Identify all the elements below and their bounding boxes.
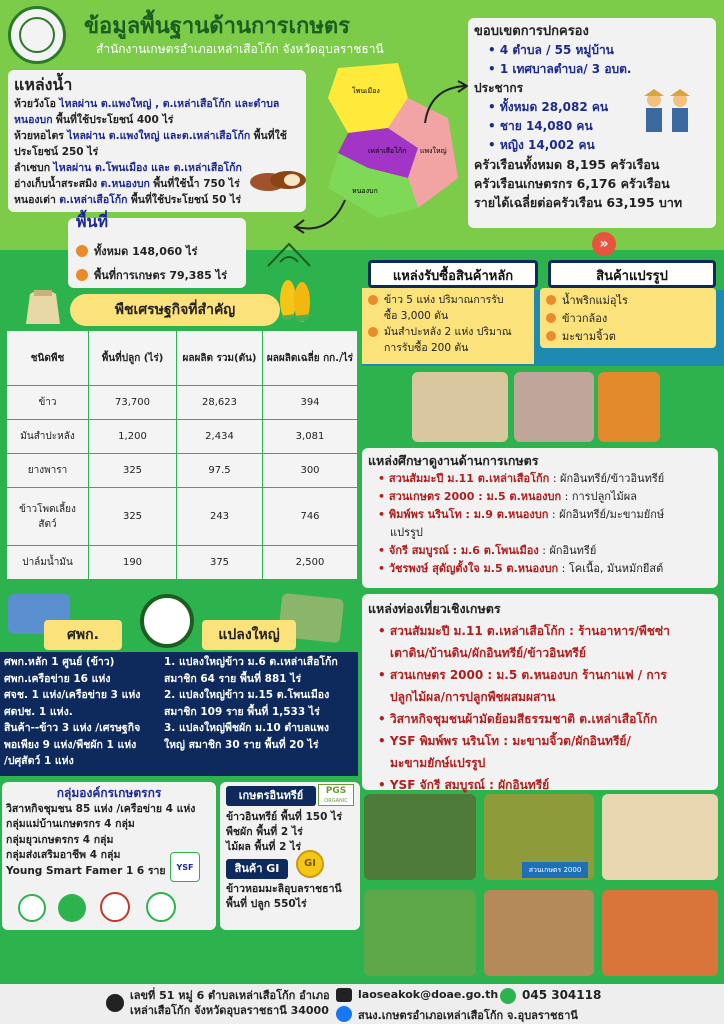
farm-households: ครัวเรือนเกษตรกร 6,176 ครัวเรือน (474, 176, 670, 191)
table-header: ผลผลิตเฉลี่ย กก./ไร่ (263, 331, 358, 386)
table-header: ชนิดพืช (7, 331, 89, 386)
email-link[interactable]: laoseakok@doae.go.th (358, 988, 499, 1001)
area-card (68, 212, 246, 288)
crops-heading: พืชเศรษฐกิจที่สำคัญ (70, 294, 280, 326)
water-heading: แหล่งน้ำ (14, 75, 73, 94)
crops-table (6, 330, 358, 580)
area-heading: พื้นที่ (76, 212, 109, 231)
housewife-logo-icon (100, 892, 130, 922)
plaeng-heading: แปลงใหญ่ (202, 620, 296, 650)
table-header: พื้นที่ปลูก (ไร่) (89, 331, 177, 386)
water-card: แหล่งน้ำ ห้วยวังโอ ไหลผ่าน ต.แพงใหญ่ , ต.เหล่าเสือโก้ก และตำบล หนองบก พื้นที่ใช้ประโยชน์ 400 ไร่ ห้วยหอไตร ไหลผ่าน ต.แพงใหญ่ และต.เหล่าเสือโก้ก พื้นที่ใช้ ประโยชน์ 250 ไร่ ลำเซบก ไหลผ่าน ต.โพนเมือง และ ต.เหล่าเสือโก้ก อ่างเก็บน้ำสระสมิง ต.หนองบก พื้นที่ใช้น้ำ 750 ไร่ หนองเต่า ต.เหล่าเสือโก้ก พื้นที่ใช้ประโยชน์ 50 ไร่ (8, 70, 306, 212)
facebook-link[interactable]: สนง.เกษตรอำเภอเหล่าเสือโก้ก จ.อุบลราชธานี (358, 1009, 578, 1022)
bullet-icon (76, 269, 88, 281)
admin-card: ขอบเขตการปกครอง • 4 ตำบล / 55 หมู่บ้าน • 1 เทศบาลตำบล/ 3 อบต. ประชากร • ทั้งหมด 28,082 คน • ชาย 14,080 คน • หญิง 14,002 คน ครัวเรือนทั้งหมด 8,195 ครัวเรือน ครัวเรือนเกษตรกร 6,176 ครัวเรือน รายได้เฉลี่ยต่อครัวเรือน 63,195 บาท (468, 18, 716, 228)
study-heading: แหล่งศึกษาดูงานด้านการเกษตร (368, 453, 539, 468)
page-title: ข้อมูลพื้นฐานด้านการเกษตร (84, 14, 350, 39)
gi-logo: GI (296, 850, 324, 878)
farm-sign: สวนเกษตร 2000 (522, 862, 588, 878)
crops-table-wrap (6, 330, 358, 580)
product-photo (514, 372, 594, 442)
map-label: เหล่าเสือโก้ก (368, 147, 407, 155)
corn-icon (268, 276, 322, 330)
table-row: ข้าว 73,700 28,623 394 (7, 386, 358, 420)
phone-icon (500, 988, 516, 1004)
organic-heading: เกษตรอินทรีย์ (226, 786, 316, 806)
home-plant-icon (262, 238, 316, 268)
groups-heading: กลุ่มองค์กรเกษตรกร (56, 786, 162, 800)
admin-heading: ขอบเขตการปกครอง (474, 24, 589, 39)
bullet-icon (546, 295, 556, 305)
table-header: ผลผลิต รวม(ตัน) (177, 331, 263, 386)
study-card: แหล่งศึกษาดูงานด้านการเกษตร • สวนสัมมะปี ม.11 ต.เหล่าเสือโก้ก : ผักอินทรีย์/ข้าวอินทรีย์ • สวนเกษตร 2000 : ม.5 ต.หนองบก : การปลูกไม้ผล • พิมพ์พร นรินโท : ม.9 ต.หนองบก : ผักอินทรีย์/มะขามยักษ์ แปรรูป • จักรี สมบูรณ์ : ม.6 ต.โพนเมือง : ผักอินทรีย์ • วัชรพงษ์ สุดัญตั้งใจ ม.5 ต.หนองบก : โคเนื้อ, มันหมักยีสต์ (362, 448, 718, 588)
map-label: หนองบก (352, 187, 378, 195)
bullet-icon (546, 313, 556, 323)
pgs-logo: PGS ORGANIC (318, 784, 354, 806)
area-farm: พื้นที่การเกษตร 79,385 ไร่ (94, 269, 228, 282)
organic-card: เกษตรอินทรีย์ ข้าวอินทรีย์ พื้นที่ 150 ไร่ พืชผัก พื้นที่ 2 ไร่ ไม้ผล พื้นที่ 2 ไร่ สินค้า GI ข้าวหอมมะลิอุบลราชธานี พื้นที่ ปลูก 550ไร่ (220, 782, 360, 930)
table-row: ปาล์มน้ำมัน 190 375 2,500 (7, 545, 358, 579)
tourism-card: แหล่งท่องเที่ยวเชิงเกษตร • สวนสัมมะปี ม.11 ต.เหล่าเสือโก้ก : ร้านอาหาร/พืชซ่า เตาดิน/บ้านดิน/ผักอินทรีย์/ข้าวอินทรีย์ • สวนเกษตร 2000 : ม.5 ต.หนองบก ร้านกาแฟ / การ ปลูกไม้ผล/การปลูกพืชผสมผสาน • วิสาหกิจชุมชนผ้ามัดย้อมสีธรรมชาติ ต.เหล่าเสือโก้ก • YSF พิมพ์พร นรินโท : มะขามจิ้วต/ผักอินทรีย์/ มะขามยักษ์แปรรูป • YSF จักรี สมบูรณ์ : ผักอินทรีย์ (362, 594, 718, 790)
spk-heading: ศพก. (44, 620, 122, 650)
income: รายได้เฉลี่ยต่อครัวเรือน 63,195 บาท (474, 195, 683, 210)
tamarind-photo (602, 794, 718, 880)
home-icon (106, 994, 124, 1012)
map-label: แพงใหญ่ (420, 147, 447, 155)
email-icon (336, 988, 352, 1002)
spk-badge-icon (140, 594, 194, 648)
gi-heading: สินค้า GI (226, 859, 288, 879)
address: เลขที่ 51 หมู่ 6 ตำบลเหล่าเสือโก้ก อำเภอ เหล่าเสือโก้ก จังหวัดอุบลราชธานี 34000 (130, 989, 330, 1017)
product-photo (412, 372, 508, 442)
table-row: ยางพารา 325 97.5 300 (7, 454, 358, 488)
page-subtitle: สำนักงานเกษตรอำเภอเหล่าเสือโก้ก จังหวัดอุบลราชธานี (96, 42, 384, 56)
phone-number[interactable]: 045 304118 (522, 988, 602, 1002)
farmers-illustration (636, 86, 700, 142)
ysf-logo: YSF (170, 852, 200, 882)
clover-logo-icon (58, 894, 86, 922)
table-row: ข้าวโพดเลี้ยงสัตว์ 325 243 746 (7, 488, 358, 545)
farm-shop-photo (484, 890, 594, 976)
garden-photo (364, 794, 476, 880)
processed-heading: สินค้าแปรรูป (548, 260, 716, 288)
map-label: โพนเมือง (352, 87, 380, 95)
bullet-icon (76, 245, 88, 257)
area-total: ทั้งหมด 148,060 ไร่ (94, 245, 198, 258)
career-logo-icon (146, 892, 176, 922)
cassava-illustration (248, 160, 310, 200)
bullet-icon (368, 327, 378, 337)
vegetable-photo (364, 890, 476, 976)
buyers-card: ข้าว 5 แห่ง ปริมาณการรับ ซื้อ 3,000 ตัน มันสำปะหลัง 2 แห่ง ปริมาณ การรับซื้อ 200 ตัน (362, 288, 534, 364)
chevron-down-icon: » (592, 232, 616, 256)
bullet-icon (368, 295, 378, 305)
groups-card: กลุ่มองค์กรเกษตรกร วิสาหกิจชุมชน 85 แห่ง /เครือข่าย 4 แห่ง กลุ่มแม่บ้านเกษตรกร 4 กลุ่ม กลุ่มยุวเกษตรกร 4 กลุ่ม กลุ่มส่งเสริมอาชีพ 4 กลุ่ม Young Smart Famer 1 6 ราย (2, 782, 216, 930)
arrow-icon (290, 195, 350, 240)
buyers-heading: แหล่งรับซื้อสินค้าหลัก (368, 260, 538, 288)
product-photo (598, 372, 660, 442)
arrow-icon (420, 78, 470, 128)
population-heading: ประชากร (474, 81, 524, 95)
rice-sack-icon (22, 282, 64, 328)
households: ครัวเรือนทั้งหมด 8,195 ครัวเรือน (474, 157, 660, 172)
org-logo-icon (18, 894, 46, 922)
processed-card: น้ำพริกแม่อุไร ข้าวกล้อง มะขามจิ้วต (540, 288, 716, 348)
tourism-heading: แหล่งท่องเที่ยวเชิงเกษตร (368, 601, 501, 616)
spk-card: ศพก.หลัก 1 ศูนย์ (ข้าว) ศพก.เครือข่าย 16 แห่ง ศจช. 1 แห่ง/เครือข่าย 3 แห่ง ศดปช. 1 แห่ง. สินค้า--ข้าว 3 แห่ง /เศรษฐกิจ พอเพียง 9 แห่ง/พืชผัก 1 แห่ง /ปศุสัตว์ 1 แห่ง (4, 656, 141, 767)
pizza-photo (602, 890, 718, 976)
table-row: มันสำปะหลัง 1,200 2,434 3,081 (7, 420, 358, 454)
facebook-icon (336, 1006, 352, 1022)
plaeng-card: 1. แปลงใหญ่ข้าว ม.6 ต.เหล่าเสือโก้ก สมาชิก 64 ราย พื้นที่ 881 ไร่ 2. แปลงใหญ่ข้าว ม.15 ต.โพนเมือง สมาชิก 109 ราย พื้นที่ 1,533 ไร่ 3. แปลงใหญ่พืชผัก ม.10 ตำบลแพง ใหญ่ สมาชิก 30 ราย พื้นที่ 20 ไร่ (164, 656, 338, 751)
bullet-icon (546, 331, 556, 341)
department-logo (8, 6, 66, 64)
